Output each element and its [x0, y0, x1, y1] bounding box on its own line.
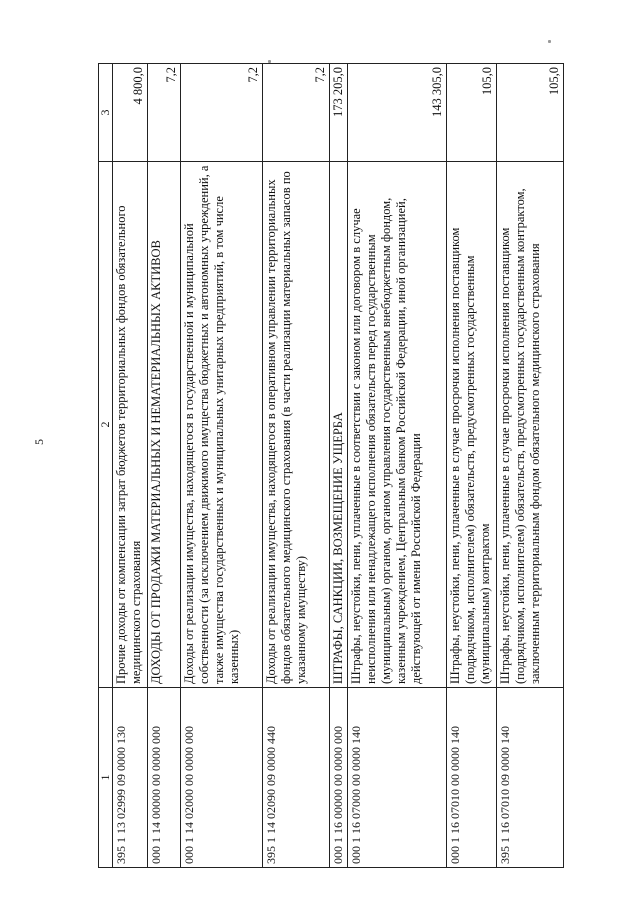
revenue-name: Доходы от реализации имущества, находящегося в государственной и муниципальной собственности (за исключением движимого имущества бюджетных и автономных учреждений, а также имущества государственных и муниципальных унитарных предприятий, в том числе казенных) [181, 162, 263, 688]
budget-code: 000 1 16 00000 00 0000 000 [329, 688, 348, 868]
budget-code: 000 1 16 07000 00 0000 140 [348, 688, 446, 868]
table-row [181, 64, 263, 868]
column-header-2: 2 [99, 162, 113, 688]
revenue-amount: 7,2 [147, 64, 180, 162]
table-row [446, 64, 496, 868]
table-row [348, 64, 446, 868]
revenue-name: Доходы от реализации имущества, находящегося в оперативном управлении территориальных фондов обязательного медицинского страхования (в части реализации материальных запасов по указанному имуществу) [262, 162, 329, 688]
table-row [147, 64, 180, 868]
table-row [497, 64, 564, 868]
scan-speck [548, 40, 551, 43]
revenue-amount: 173 205,0 [329, 64, 348, 162]
revenue-name: ДОХОДЫ ОТ ПРОДАЖИ МАТЕРИАЛЬНЫХ И НЕМАТЕРИАЛЬНЫХ АКТИВОВ [147, 162, 180, 688]
column-header-3: 3 [99, 64, 113, 162]
revenue-amount: 7,2 [262, 64, 329, 162]
table-row [262, 64, 329, 868]
budget-code: 395 1 16 07010 09 0000 140 [497, 688, 564, 868]
revenue-amount: 143 305,0 [348, 64, 446, 162]
revenue-name: Прочие доходы от компенсации затрат бюджетов территориальных фондов обязательного медицинского страхования [113, 162, 148, 688]
revenue-name: Штрафы, неустойки, пени, уплаченные в случае просрочки исполнения поставщиком (подрядчиком, исполнителем) обязательств, предусмотренных государственным (муниципальным) контрактом [446, 162, 496, 688]
revenue-name: ШТРАФЫ, САНКЦИИ, ВОЗМЕЩЕНИЕ УЩЕРБА [329, 162, 348, 688]
revenue-amount: 105,0 [497, 64, 564, 162]
table-row [113, 64, 148, 868]
rotated-table-container [98, 64, 564, 868]
revenue-name: Штрафы, неустойки, пени, уплаченные в случае просрочки исполнения поставщиком (подрядчиком, исполнителем) обязательств, предусмотренных государственным контрактом, заключенным территориальным фондом обязательного медицинского страхования [497, 162, 564, 688]
revenue-name: Штрафы, неустойки, пени, уплаченные в соответствии с законом или договором в случае неисполнения или ненадлежащего исполнения обязательств перед государственным (муниципальным) органом, органом управления государственным внебюджетным фондом, казенным учреждением, Центральным банком Российской Федерации, иной организацией, действующей от имени Российской Федерации [348, 162, 446, 688]
budget-code: 000 1 14 00000 00 0000 000 [147, 688, 180, 868]
page-number: 5 [32, 439, 46, 445]
budget-code: 395 1 14 02090 09 0000 440 [262, 688, 329, 868]
revenue-table [98, 63, 564, 868]
revenue-amount: 105,0 [446, 64, 496, 162]
budget-code: 395 1 13 02999 09 0000 130 [113, 688, 148, 868]
table-row [329, 64, 348, 868]
revenue-amount: 4 800,0 [113, 64, 148, 162]
budget-code: 000 1 14 02000 00 0000 000 [181, 688, 263, 868]
column-header-1: 1 [99, 688, 113, 868]
budget-code: 000 1 16 07010 00 0000 140 [446, 688, 496, 868]
revenue-amount: 7,2 [181, 64, 263, 162]
table-header-row [99, 64, 113, 868]
